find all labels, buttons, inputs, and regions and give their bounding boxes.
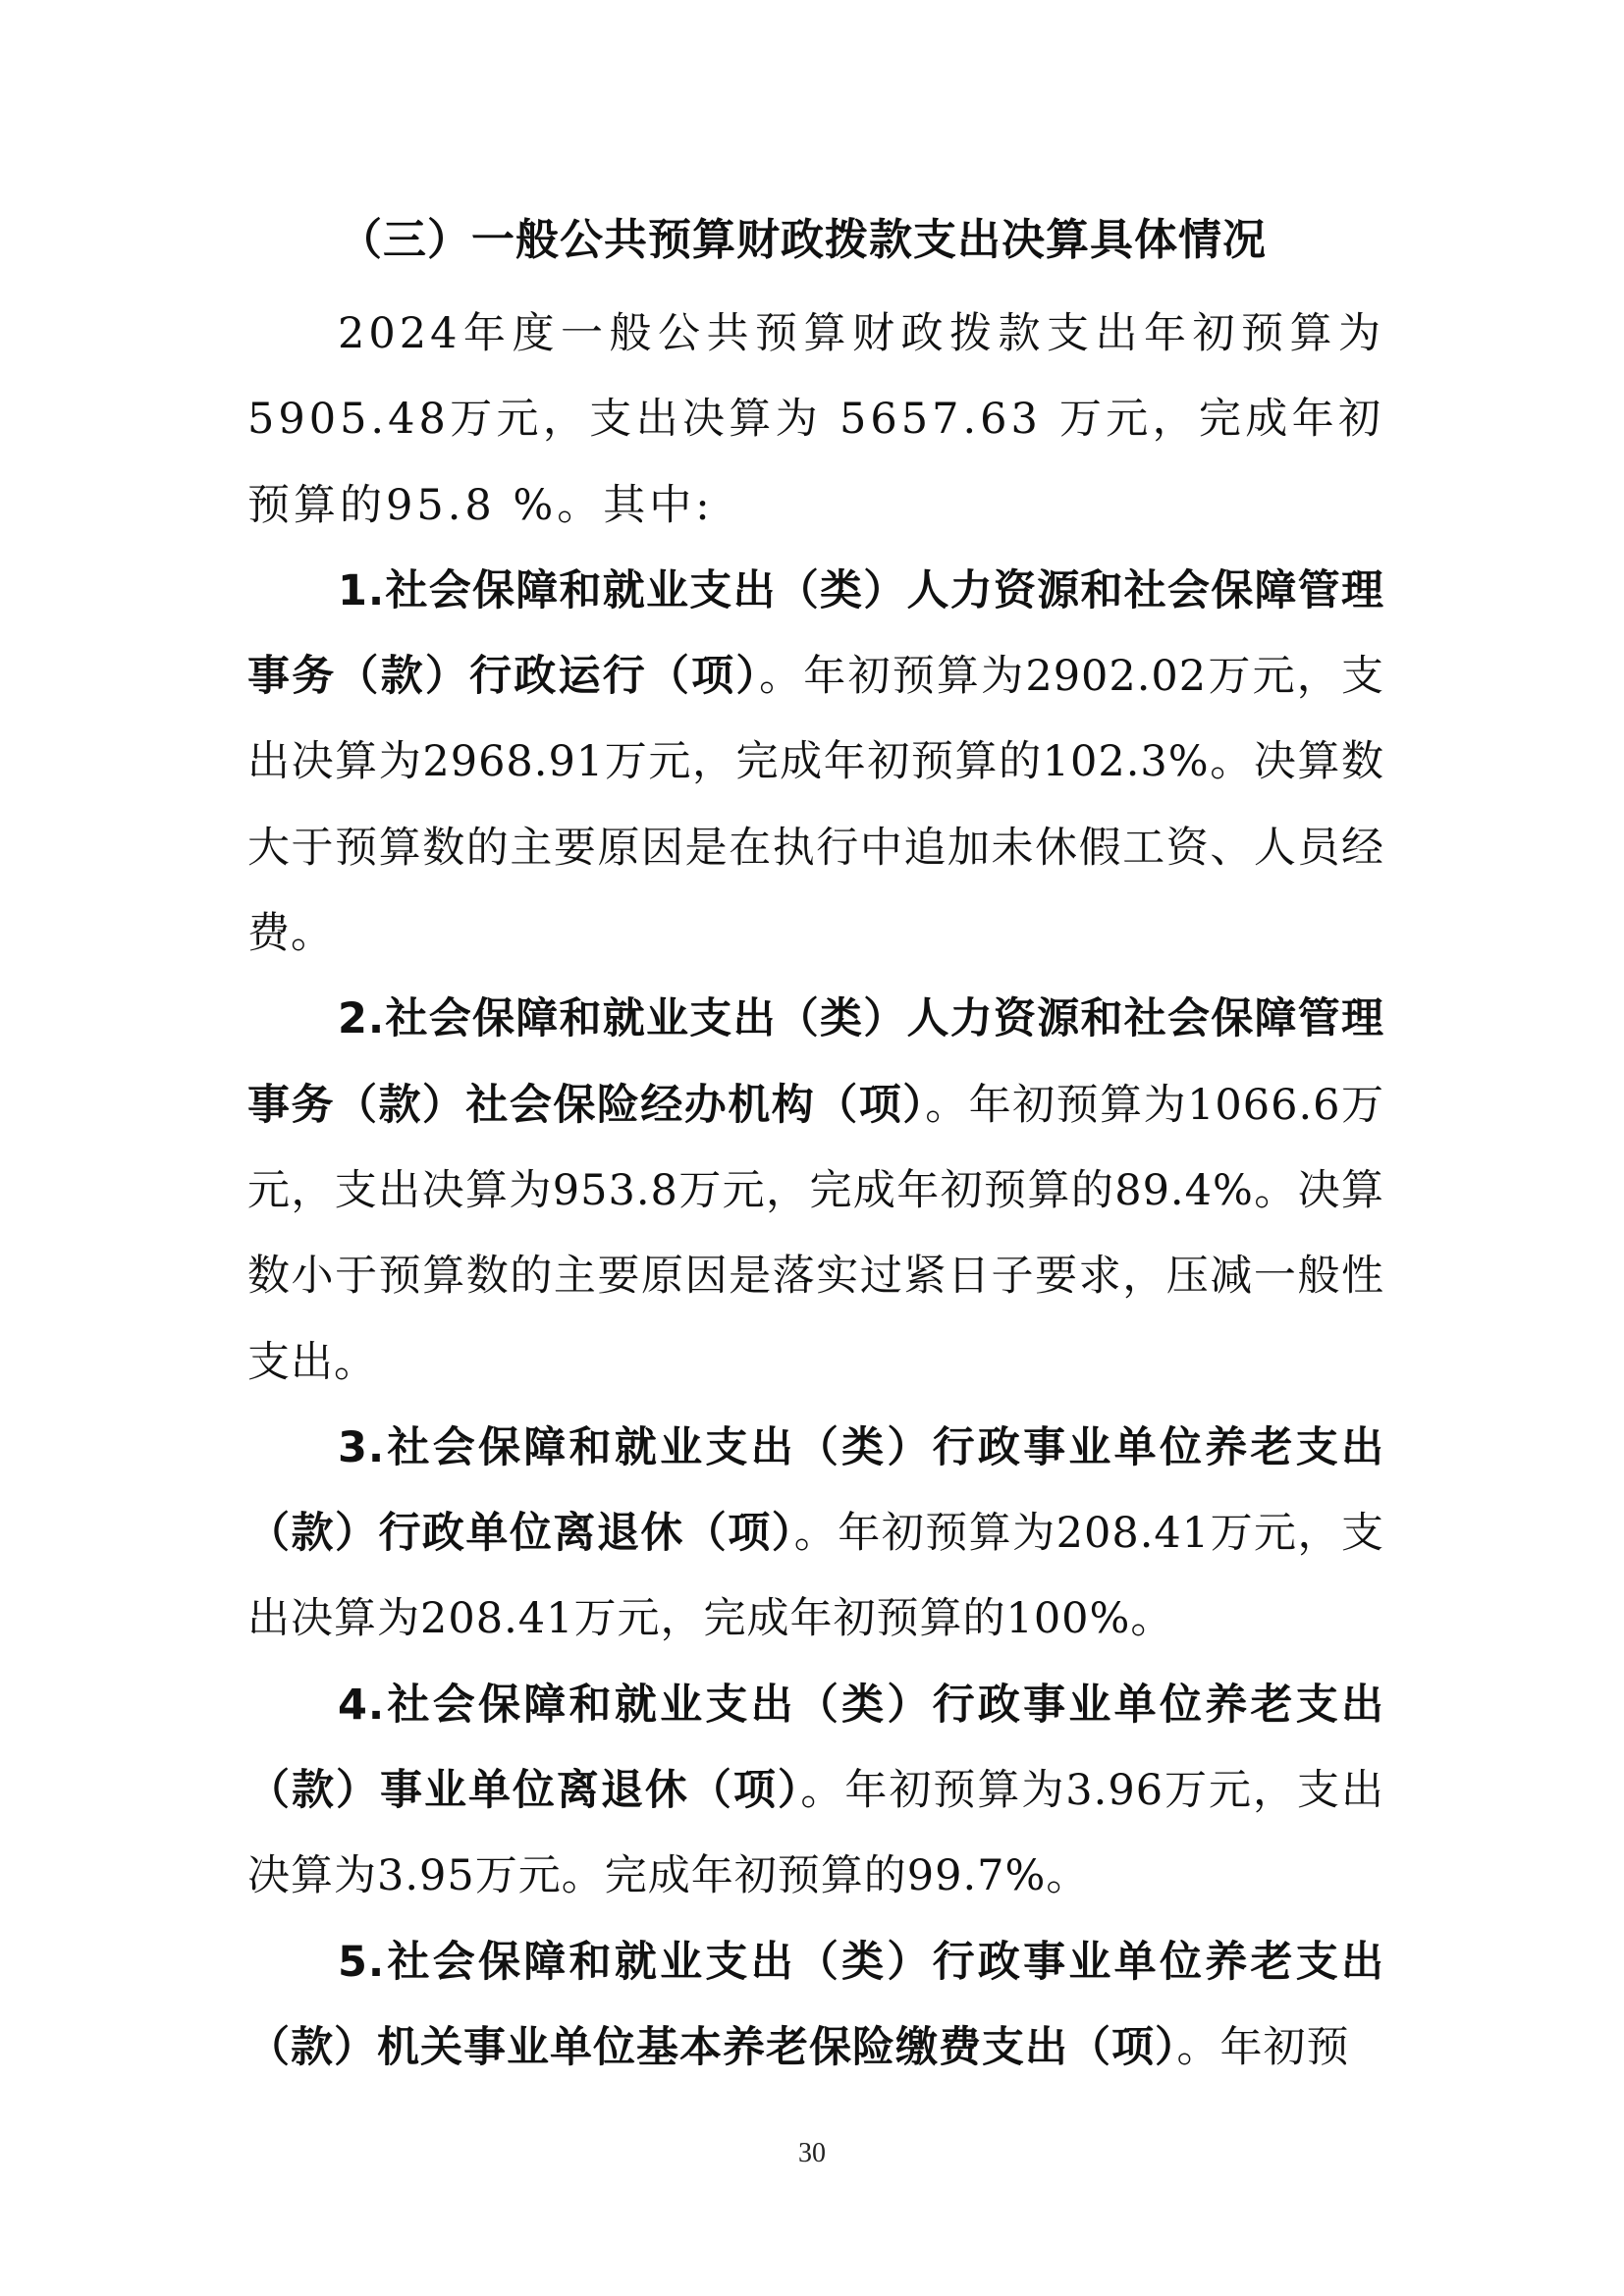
item-2-title: 2.社会保障和就业支出（类）人力资源和社会保障管理事务（款）社会保险经办机构（项）: [247, 994, 1384, 1130]
item-3-title: 3.社会保障和就业支出（类）行政事业单位养老支出（款）行政单位离退休（项）: [247, 1422, 1384, 1559]
item-2-text: 。年初预算为1066.6万元，支出决算为953.8万元，完成年初预算的89.4%。决算数小于预算数的主要原因是落实过紧日子要求，压减一般性支出。: [247, 1080, 1385, 1387]
item-4-title: 4.社会保障和就业支出（类）行政事业单位养老支出（款）事业单位离退休（项）: [247, 1680, 1384, 1816]
item-5-title: 5.社会保障和就业支出（类）行政事业单位养老支出（款）机关事业单位基本养老保险缴费支出（项）: [247, 1937, 1384, 2072]
item-1-title: 1.社会保障和就业支出（类）人力资源和社会保障管理事务（款）行政运行（项）: [247, 565, 1384, 702]
item-paragraph-3: [247, 1406, 1384, 1663]
item-3-text: 。年初预算为208.41万元，支出决算为208.41万元，完成年初预算的100%。: [247, 1509, 1385, 1644]
section-heading: （三）一般公共预算财政拨款支出决算具体情况: [339, 215, 1267, 265]
item-5-text: 。年初预: [1176, 2022, 1350, 2072]
item-paragraph-5: [247, 1920, 1384, 2092]
item-paragraph-2: [247, 977, 1384, 1405]
item-paragraph-4: [247, 1663, 1384, 1920]
document-body: [247, 206, 1384, 2091]
item-4-text: 。年初预算为3.96万元，支出决算为3.95万元。完成年初预算的99.7%。: [247, 1766, 1385, 1901]
page-number: 30: [798, 2138, 826, 2168]
intro-paragraph: 2024年度一般公共预算财政拨款支出年初预算为5905.48万元，支出决算为 5657.63 万元，完成年初预算的95.8 %。其中:: [247, 309, 1384, 530]
item-paragraph-1: [247, 549, 1384, 977]
item-1-text: 。年初预算为2902.02万元，支出决算为2968.91万元，完成年初预算的102.3%。决算数大于预算数的主要原因是在执行中追加未休假工资、人员经费。: [247, 652, 1385, 959]
